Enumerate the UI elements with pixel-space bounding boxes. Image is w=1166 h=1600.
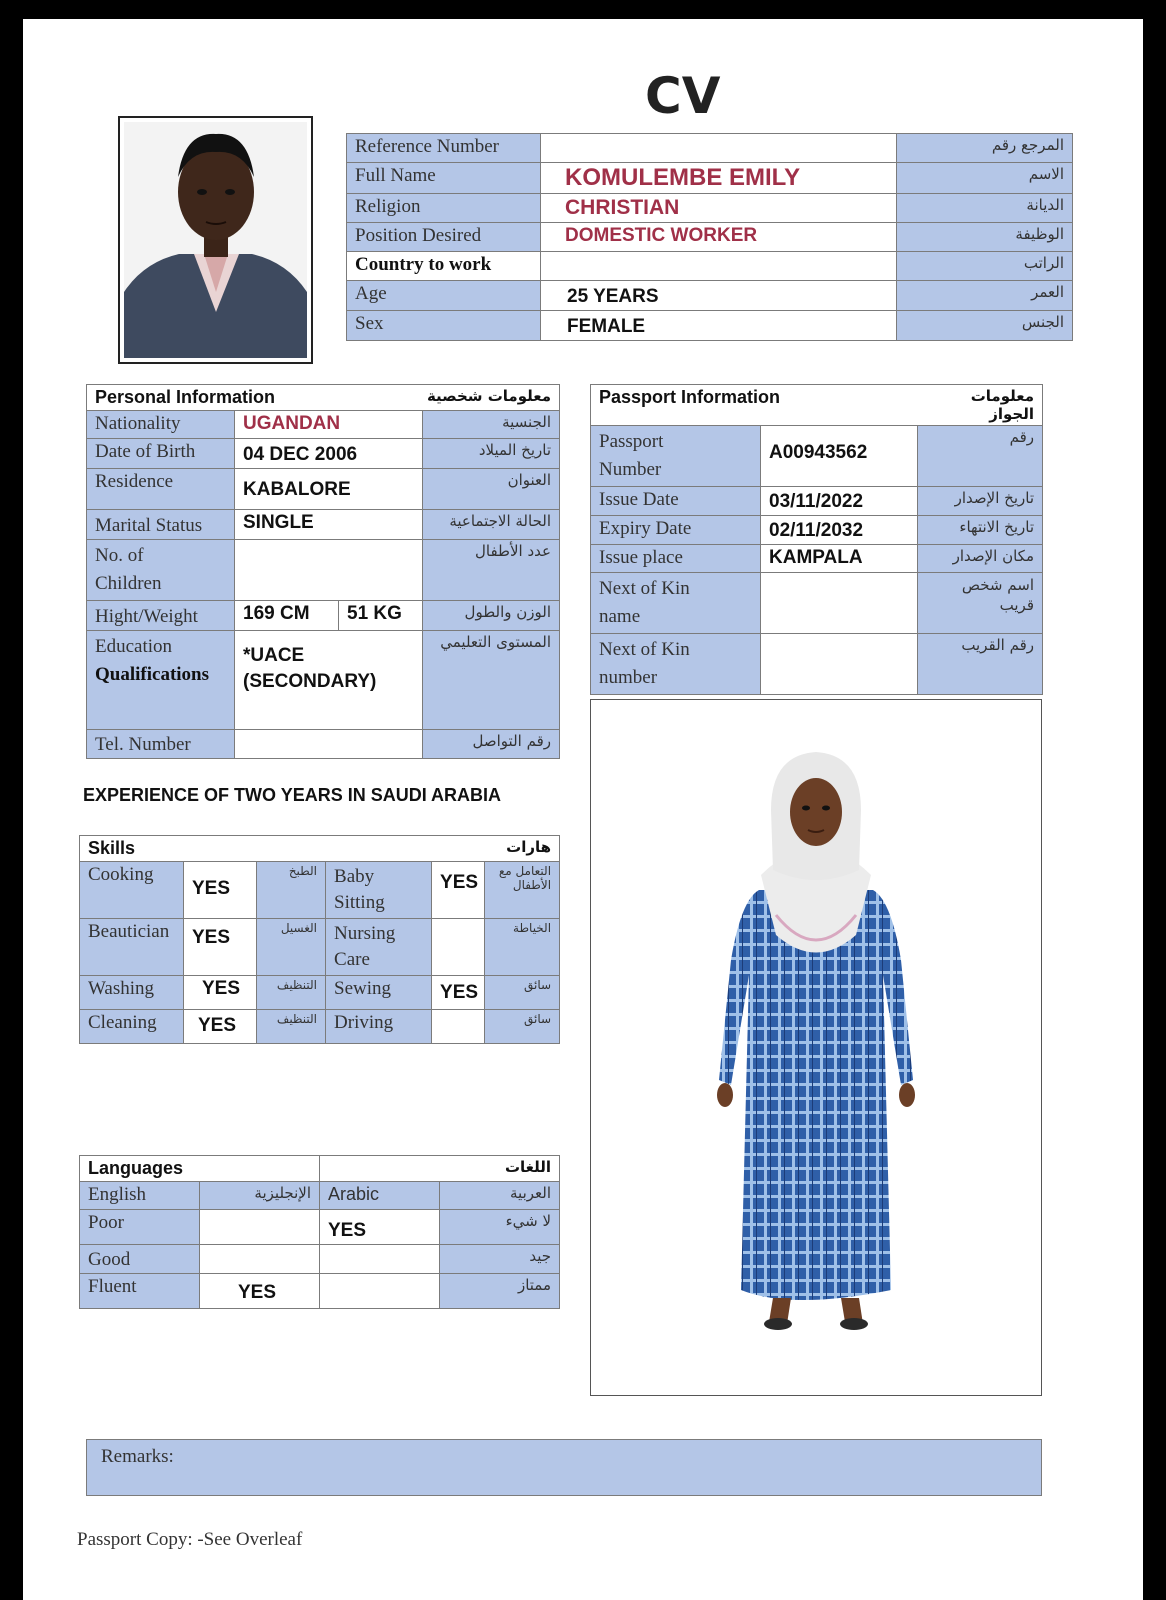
skill-nursing-value: [432, 919, 485, 976]
skill-beautician-value: YES: [184, 919, 257, 976]
issue-date-label: Issue Date: [591, 487, 761, 516]
hw-arabic: الوزن والطول: [423, 601, 560, 631]
skill-cooking-arabic: الطبخ: [257, 862, 326, 919]
full-body-image: [591, 700, 1041, 1395]
kin-name-label-line2: name: [599, 606, 641, 627]
ref-number-label: Reference Number: [347, 134, 541, 163]
sex-label: Sex: [347, 311, 541, 341]
passport-info-table: [590, 384, 1043, 695]
remarks-box: [86, 1439, 1042, 1496]
children-label-line1: No. of: [95, 545, 144, 566]
issue-date-arabic: تاريخ الإصدار: [918, 487, 1043, 516]
lang-fluent-arabic-label: ممتاز: [440, 1274, 560, 1309]
sex-value: FEMALE: [541, 311, 897, 341]
residence-label: Residence: [87, 469, 235, 510]
lang-fluent-english: YES: [200, 1274, 320, 1309]
issue-place-arabic: مكان الإصدار: [918, 545, 1043, 573]
position-label: Position Desired: [347, 223, 541, 252]
age-label: Age: [347, 281, 541, 311]
skill-nursing-label-line2: Care: [334, 949, 370, 970]
education-value: [235, 631, 423, 730]
lang-good-arabic-label: جيد: [440, 1245, 560, 1274]
children-label-line2: Children: [95, 573, 162, 594]
passport-number-arabic: رقم: [918, 426, 1043, 487]
education-arabic: المستوى التعليمي: [423, 631, 560, 730]
kin-number-label-line2: number: [599, 667, 658, 688]
skills-table: [79, 835, 560, 1044]
skill-nursing-arabic: الخياطة: [485, 919, 560, 976]
kin-name-arabic: [918, 573, 1043, 634]
expiry-date-value: 02/11/2032: [761, 516, 918, 545]
languages-table: [79, 1155, 560, 1309]
skill-babysitting-label-line2: Sitting: [334, 892, 385, 913]
marital-arabic: الحالة الاجتماعية: [423, 510, 560, 540]
marital-label: Marital Status: [87, 510, 235, 540]
full-body-photo: [590, 699, 1042, 1396]
education-label: [87, 631, 235, 730]
passport-info-header-arabic: معلومات الجواز: [918, 385, 1043, 426]
tel-arabic: رقم التواصل: [423, 730, 560, 759]
skill-beautician-arabic: الغسيل: [257, 919, 326, 976]
skill-babysitting-label-line1: Baby: [334, 866, 375, 887]
lang-poor-label: Poor: [80, 1210, 200, 1245]
passport-number-value: A00943562: [761, 426, 918, 487]
kin-name-arabic-line1: اسم شخص: [961, 576, 1034, 594]
issue-date-value: 03/11/2022: [761, 487, 918, 516]
full-name-value: KOMULEMBE EMILY: [541, 163, 897, 194]
portrait-photo: [118, 116, 313, 364]
position-value: DOMESTIC WORKER: [541, 223, 897, 252]
lang-fluent-arabic: [320, 1274, 440, 1309]
skill-nursing-label-line1: Nursing: [334, 923, 396, 944]
skill-sewing-label: Sewing: [326, 976, 432, 1010]
full-name-arabic: الاسم: [897, 163, 1073, 194]
skill-beautician-label: Beautician: [80, 919, 184, 976]
hw-label: Hight/Weight: [87, 601, 235, 631]
skill-cleaning-label: Cleaning: [80, 1010, 184, 1044]
tel-label: Tel. Number: [87, 730, 235, 759]
skill-sewing-value: YES: [432, 976, 485, 1010]
passport-info-header: Passport Information: [591, 385, 918, 426]
footer-note: Passport Copy: -See Overleaf: [77, 1529, 303, 1550]
cv-page: [23, 19, 1143, 1600]
lang-poor-arabic: YES: [320, 1210, 440, 1245]
kin-name-arabic-line2: قريب: [999, 596, 1034, 614]
skill-driving-label: Driving: [326, 1010, 432, 1044]
age-value: 25 YEARS: [541, 281, 897, 311]
experience-text: EXPERIENCE OF TWO YEARS IN SAUDI ARABIA: [83, 785, 502, 805]
religion-label: Religion: [347, 194, 541, 223]
education-label-line1: Education: [95, 636, 173, 657]
skill-sewing-arabic: سائق: [485, 976, 560, 1010]
children-label: [87, 540, 235, 601]
dob-arabic: تاريخ الميلاد: [423, 439, 560, 469]
languages-header-arabic: اللغات: [320, 1156, 560, 1182]
personal-info-header-arabic: معلومات شخصية: [339, 385, 560, 411]
nationality-label: Nationality: [87, 411, 235, 439]
nationality-arabic: الجنسية: [423, 411, 560, 439]
skill-cleaning-value: YES: [184, 1010, 257, 1044]
skill-washing-arabic: التنظيف: [257, 976, 326, 1010]
arabic-column-arabic: العربية: [440, 1182, 560, 1210]
personal-info-header: Personal Information: [87, 385, 339, 411]
passport-number-label: [591, 426, 761, 487]
languages-header: Languages: [80, 1156, 320, 1182]
tel-value: [235, 730, 423, 759]
skill-nursing-label: [326, 919, 432, 976]
remarks-label: Remarks:: [101, 1446, 174, 1467]
skill-washing-label: Washing: [80, 976, 184, 1010]
skill-babysitting-value: YES: [432, 862, 485, 919]
education-label-line2: Qualifications: [95, 664, 210, 685]
religion-value: CHRISTIAN: [541, 194, 897, 223]
skill-driving-value: [432, 1010, 485, 1044]
residence-arabic: العنوان: [423, 469, 560, 510]
kin-name-label: [591, 573, 761, 634]
weight-value: 51 KG: [339, 601, 423, 631]
kin-number-value: [761, 634, 918, 695]
country-label: Country to work: [347, 252, 541, 281]
issue-place-label: Issue place: [591, 545, 761, 573]
country-value: [541, 252, 897, 281]
dob-label: Date of Birth: [87, 439, 235, 469]
lang-poor-arabic-label: لا شيء: [440, 1210, 560, 1245]
english-column-arabic: الإنجليزية: [200, 1182, 320, 1210]
skills-header: Skills: [80, 836, 326, 862]
full-name-label: Full Name: [347, 163, 541, 194]
country-arabic: الراتب: [897, 252, 1073, 281]
arabic-column-label: Arabic: [320, 1182, 440, 1210]
nationality-value: UGANDAN: [235, 411, 423, 439]
kin-number-label-line1: Next of Kin: [599, 639, 690, 660]
passport-number-label-line2: Number: [599, 459, 662, 480]
sex-arabic: الجنس: [897, 311, 1073, 341]
kin-name-label-line1: Next of Kin: [599, 578, 690, 599]
passport-number-label-line1: Passport: [599, 431, 664, 452]
position-arabic: الوظيفة: [897, 223, 1073, 252]
religion-arabic: الديانة: [897, 194, 1073, 223]
skill-babysitting-arabic: التعامل مع الأطفال: [485, 862, 560, 919]
cv-title: CV: [645, 67, 721, 125]
education-value-line2: (SECONDARY): [243, 671, 377, 692]
english-column-label: English: [80, 1182, 200, 1210]
issue-place-value: KAMPALA: [761, 545, 918, 573]
lang-good-english: [200, 1245, 320, 1274]
height-value: 169 CM: [235, 601, 339, 631]
dob-value: 04 DEC 2006: [235, 439, 423, 469]
skill-babysitting-label: [326, 862, 432, 919]
kin-name-value: [761, 573, 918, 634]
marital-value: SINGLE: [235, 510, 423, 540]
ref-number-value: [541, 134, 897, 163]
personal-info-table: [86, 384, 560, 759]
lang-good-arabic: [320, 1245, 440, 1274]
ref-number-arabic: المرجع رقم: [897, 134, 1073, 163]
kin-number-label: [591, 634, 761, 695]
portrait-image: [124, 122, 307, 358]
education-value-line1: *UACE: [243, 645, 305, 666]
skills-header-arabic: هارات: [326, 836, 560, 862]
skill-cooking-value: YES: [184, 862, 257, 919]
kin-number-arabic: رقم القريب: [918, 634, 1043, 695]
lang-good-label: Good: [80, 1245, 200, 1274]
expiry-date-label: Expiry Date: [591, 516, 761, 545]
children-arabic: عدد الأطفال: [423, 540, 560, 601]
skill-washing-value: YES: [184, 976, 257, 1010]
skill-cleaning-arabic: التنظيف: [257, 1010, 326, 1044]
children-value: [235, 540, 423, 601]
skill-driving-arabic: سائق: [485, 1010, 560, 1044]
lang-poor-english: [200, 1210, 320, 1245]
reference-table: [346, 133, 1073, 341]
residence-value: KABALORE: [235, 469, 423, 510]
skill-cooking-label: Cooking: [80, 862, 184, 919]
expiry-date-arabic: تاريخ الانتهاء: [918, 516, 1043, 545]
lang-fluent-label: Fluent: [80, 1274, 200, 1309]
age-arabic: العمر: [897, 281, 1073, 311]
